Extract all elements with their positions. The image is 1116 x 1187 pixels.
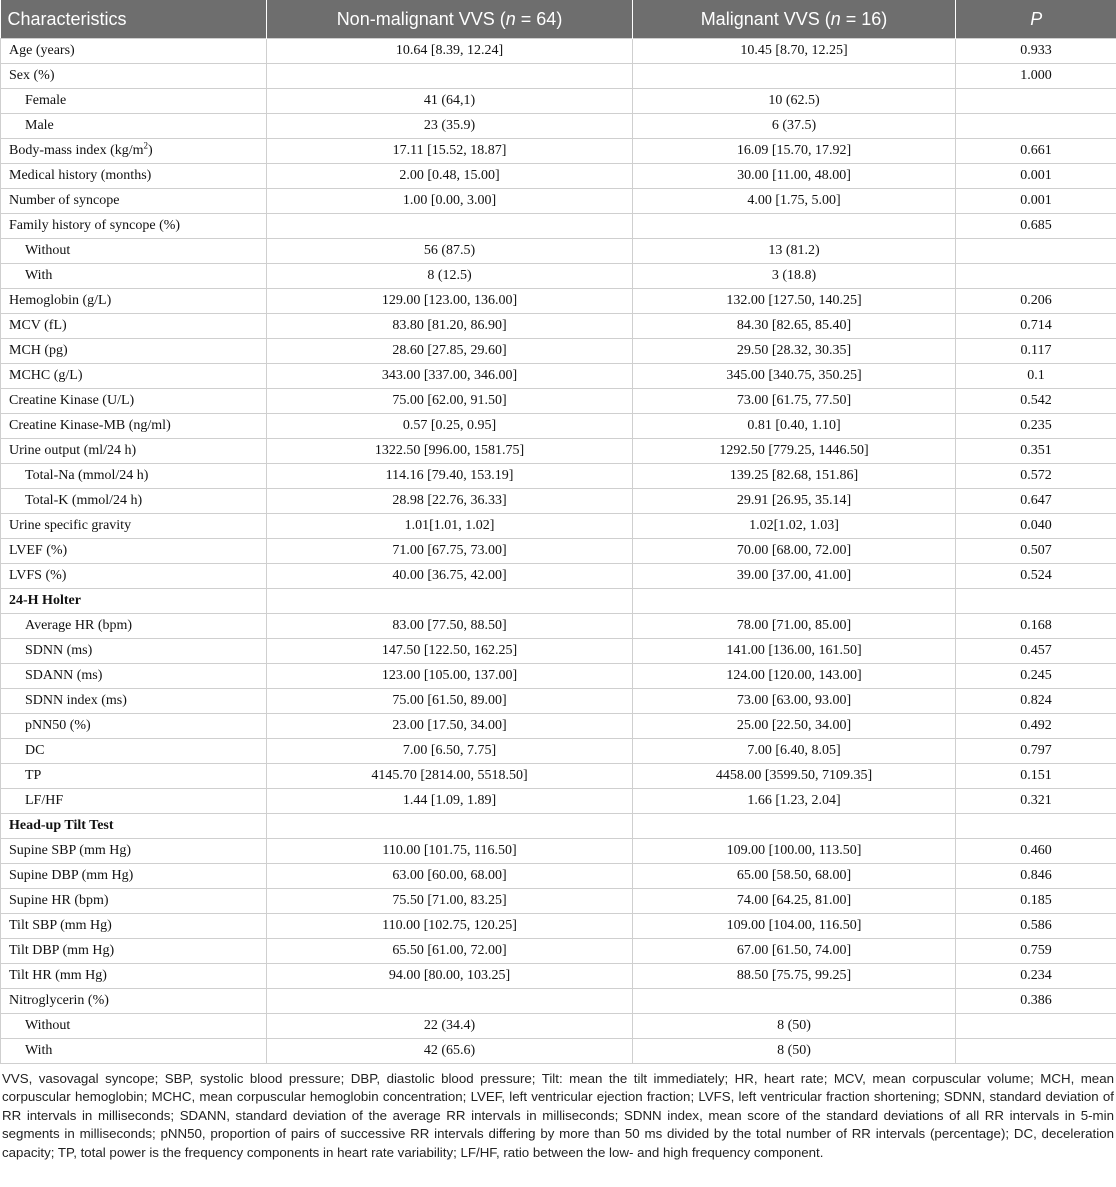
table-row [1,414,1116,439]
malignant-value [633,814,956,839]
p-value: 0.245 [956,664,1116,689]
table-row [1,639,1116,664]
non-malignant-value: 114.16 [79.40, 153.19] [267,464,633,489]
non-malignant-value: 41 (64,1) [267,89,633,114]
row-label: Creatine Kinase-MB (ng/ml) [1,414,267,439]
malignant-value: 30.00 [11.00, 48.00] [633,164,956,189]
row-label: With [1,264,267,289]
table-row [1,714,1116,739]
table-row [1,739,1116,764]
non-malignant-value: 123.00 [105.00, 137.00] [267,664,633,689]
p-value: 0.714 [956,314,1116,339]
malignant-value: 10.45 [8.70, 12.25] [633,39,956,64]
p-value: 0.151 [956,764,1116,789]
malignant-value: 8 (50) [633,1039,956,1064]
non-malignant-value: 75.00 [61.50, 89.00] [267,689,633,714]
malignant-value: 3 (18.8) [633,264,956,289]
malignant-value: 0.81 [0.40, 1.10] [633,414,956,439]
malignant-value: 1.66 [1.23, 2.04] [633,789,956,814]
malignant-value: 8 (50) [633,1014,956,1039]
non-malignant-value: 75.00 [62.00, 91.50] [267,389,633,414]
non-malignant-value: 71.00 [67.75, 73.00] [267,539,633,564]
non-malignant-value: 10.64 [8.39, 12.24] [267,39,633,64]
p-value: 0.351 [956,439,1116,464]
non-malignant-value: 2.00 [0.48, 15.00] [267,164,633,189]
non-malignant-value: 63.00 [60.00, 68.00] [267,864,633,889]
p-value [956,264,1116,289]
malignant-value: 4.00 [1.75, 5.00] [633,189,956,214]
non-malignant-value: 129.00 [123.00, 136.00] [267,289,633,314]
malignant-value: 39.00 [37.00, 41.00] [633,564,956,589]
non-malignant-value: 110.00 [101.75, 116.50] [267,839,633,864]
table-row [1,64,1116,89]
malignant-value: 25.00 [22.50, 34.00] [633,714,956,739]
p-value [956,1014,1116,1039]
non-malignant-value: 83.80 [81.20, 86.90] [267,314,633,339]
p-value [956,89,1116,114]
row-label: Hemoglobin (g/L) [1,289,267,314]
p-value [956,1039,1116,1064]
header-p-value: P [956,0,1116,39]
row-label: SDANN (ms) [1,664,267,689]
row-label: Age (years) [1,39,267,64]
p-value [956,814,1116,839]
table-row [1,864,1116,889]
table-row [1,889,1116,914]
non-malignant-value: 75.50 [71.00, 83.25] [267,889,633,914]
row-label: pNN50 (%) [1,714,267,739]
section-heading: 24-H Holter [1,589,267,614]
malignant-value: 132.00 [127.50, 140.25] [633,289,956,314]
malignant-value [633,214,956,239]
p-value: 0.507 [956,539,1116,564]
malignant-value: 74.00 [64.25, 81.00] [633,889,956,914]
malignant-value: 78.00 [71.00, 85.00] [633,614,956,639]
malignant-value: 139.25 [82.68, 151.86] [633,464,956,489]
p-value: 0.542 [956,389,1116,414]
table-row [1,539,1116,564]
row-label: Average HR (bpm) [1,614,267,639]
p-value: 0.824 [956,689,1116,714]
p-value: 0.685 [956,214,1116,239]
malignant-value: 7.00 [6.40, 8.05] [633,739,956,764]
p-value: 0.460 [956,839,1116,864]
p-value: 0.117 [956,339,1116,364]
table-row [1,489,1116,514]
malignant-value: 109.00 [104.00, 116.50] [633,914,956,939]
p-value: 0.040 [956,514,1116,539]
table-row [1,964,1116,989]
table-row [1,339,1116,364]
table-row [1,164,1116,189]
p-value: 0.759 [956,939,1116,964]
table-row [1,614,1116,639]
header-malignant: Malignant VVS (n = 16) [633,0,956,39]
non-malignant-value: 65.50 [61.00, 72.00] [267,939,633,964]
row-label: TP [1,764,267,789]
malignant-value: 124.00 [120.00, 143.00] [633,664,956,689]
malignant-value: 29.91 [26.95, 35.14] [633,489,956,514]
p-value: 0.386 [956,989,1116,1014]
row-label: Body-mass index $(kg/m^2)$ [1,139,267,164]
table-row [1,839,1116,864]
table-row [1,439,1116,464]
p-value: 0.168 [956,614,1116,639]
p-value: 0.321 [956,789,1116,814]
non-malignant-value: 1.01[1.01, 1.02] [267,514,633,539]
row-label: MCV (fL) [1,314,267,339]
non-malignant-value: 0.57 [0.25, 0.95] [267,414,633,439]
row-label: SDNN index (ms) [1,689,267,714]
table-footnote: VVS, vasovagal syncope; SBP, systolic blood pressure; DBP, diastolic blood pressure; Tilt: mean the tilt immediately; HR, heart rate; MCV, mean corpuscular volume; MCH, mean corpuscular hemoglobin; MCHC, mean corpuscular hemoglobin concentration; LVEF, left ventricular ejection fraction; LVFS, left ventricular fraction shortening; SDNN, standard deviation of RR intervals in milliseconds; SDANN, standard deviation of the average RR intervals in milliseconds; SDNN index, mean score of the standard deviations of all RR intervals in 5-min segments in milliseconds; pNN50, proportion of pairs of successive RR intervals differing by more than 50 ms divided by the total number of RR intervals (percentage); DC, deceleration capacity; TP, total power is the frequency components in heart rate variability; LF/HF, ratio between the low- and high frequency component. [2,1071,1114,1160]
row-label: Medical history (months) [1,164,267,189]
malignant-value: 345.00 [340.75, 350.25] [633,364,956,389]
malignant-value [633,589,956,614]
row-label: MCHC (g/L) [1,364,267,389]
table-row [1,939,1116,964]
non-malignant-value: 17.11 [15.52, 18.87] [267,139,633,164]
row-label: Without [1,1014,267,1039]
table-row [1,789,1116,814]
non-malignant-value: 42 (65.6) [267,1039,633,1064]
table-body [1,39,1116,1064]
non-malignant-value [267,989,633,1014]
malignant-value: 84.30 [82.65, 85.40] [633,314,956,339]
non-malignant-value: 56 (87.5) [267,239,633,264]
row-label: With [1,1039,267,1064]
table-row [1,689,1116,714]
table-row [1,564,1116,589]
non-malignant-value: 23.00 [17.50, 34.00] [267,714,633,739]
non-malignant-value: 110.00 [102.75, 120.25] [267,914,633,939]
table-row [1,514,1116,539]
malignant-value: 29.50 [28.32, 30.35] [633,339,956,364]
table-row [1,314,1116,339]
table-row [1,814,1116,839]
row-label: Supine DBP (mm Hg) [1,864,267,889]
table-row [1,464,1116,489]
row-label: Tilt HR (mm Hg) [1,964,267,989]
table-row [1,389,1116,414]
table-row [1,239,1116,264]
table-row [1,189,1116,214]
table-row [1,114,1116,139]
non-malignant-value: 4145.70 [2814.00, 5518.50] [267,764,633,789]
malignant-value: 1292.50 [779.25, 1446.50] [633,439,956,464]
non-malignant-value: 343.00 [337.00, 346.00] [267,364,633,389]
row-label: Creatine Kinase (U/L) [1,389,267,414]
table-header-row [1,0,1116,39]
p-value: 0.457 [956,639,1116,664]
table-row [1,764,1116,789]
table-row [1,914,1116,939]
p-value [956,239,1116,264]
malignant-value: 67.00 [61.50, 74.00] [633,939,956,964]
header-characteristics: Characteristics [1,0,267,39]
p-value: 0.661 [956,139,1116,164]
non-malignant-value: 1322.50 [996.00, 1581.75] [267,439,633,464]
row-label: Tilt DBP (mm Hg) [1,939,267,964]
p-value: 0.001 [956,164,1116,189]
p-value: 0.206 [956,289,1116,314]
row-label: Family history of syncope (%) [1,214,267,239]
row-label: Nitroglycerin (%) [1,989,267,1014]
non-malignant-value: 8 (12.5) [267,264,633,289]
p-value: 0.846 [956,864,1116,889]
table-row [1,1039,1116,1064]
malignant-value: 1.02[1.02, 1.03] [633,514,956,539]
malignant-value: 6 (37.5) [633,114,956,139]
table-row [1,139,1116,164]
section-heading: Head-up Tilt Test [1,814,267,839]
malignant-value: 73.00 [61.75, 77.50] [633,389,956,414]
row-label: Sex (%) [1,64,267,89]
malignant-value: 13 (81.2) [633,239,956,264]
non-malignant-value: 147.50 [122.50, 162.25] [267,639,633,664]
non-malignant-value [267,64,633,89]
row-label: Total-Na (mmol/24 h) [1,464,267,489]
p-value [956,114,1116,139]
row-label: Supine HR (bpm) [1,889,267,914]
table-row [1,289,1116,314]
malignant-value: 109.00 [100.00, 113.50] [633,839,956,864]
non-malignant-value: 94.00 [80.00, 103.25] [267,964,633,989]
table-row [1,89,1116,114]
p-value: 0.572 [956,464,1116,489]
row-label: Number of syncope [1,189,267,214]
non-malignant-value: 23 (35.9) [267,114,633,139]
table-row [1,364,1116,389]
table-row [1,664,1116,689]
table-row [1,589,1116,614]
malignant-value: 70.00 [68.00, 72.00] [633,539,956,564]
non-malignant-value [267,214,633,239]
p-value: 0.524 [956,564,1116,589]
row-label: LVFS (%) [1,564,267,589]
row-label: Female [1,89,267,114]
non-malignant-value [267,814,633,839]
p-value: 0.234 [956,964,1116,989]
malignant-value: 65.00 [58.50, 68.00] [633,864,956,889]
malignant-value [633,989,956,1014]
malignant-value: 16.09 [15.70, 17.92] [633,139,956,164]
malignant-value: 73.00 [63.00, 93.00] [633,689,956,714]
p-value [956,589,1116,614]
non-malignant-value: 40.00 [36.75, 42.00] [267,564,633,589]
p-value: 0.647 [956,489,1116,514]
row-label: Tilt SBP (mm Hg) [1,914,267,939]
p-value: 0.933 [956,39,1116,64]
non-malignant-value: 1.00 [0.00, 3.00] [267,189,633,214]
header-non-malignant: Non-malignant VVS (n = 64) [267,0,633,39]
row-label: Without [1,239,267,264]
p-value: 0.1 [956,364,1116,389]
non-malignant-value: 28.98 [22.76, 36.33] [267,489,633,514]
non-malignant-value: 7.00 [6.50, 7.75] [267,739,633,764]
malignant-value: 141.00 [136.00, 161.50] [633,639,956,664]
non-malignant-value [267,589,633,614]
row-label: MCH (pg) [1,339,267,364]
table-row [1,264,1116,289]
p-value: 0.797 [956,739,1116,764]
p-value: 1.000 [956,64,1116,89]
row-label: Urine specific gravity [1,514,267,539]
non-malignant-value: 1.44 [1.09, 1.89] [267,789,633,814]
malignant-value: 4458.00 [3599.50, 7109.35] [633,764,956,789]
malignant-value: 88.50 [75.75, 99.25] [633,964,956,989]
p-value: 0.185 [956,889,1116,914]
row-label: Supine SBP (mm Hg) [1,839,267,864]
row-label: Male [1,114,267,139]
table-row [1,214,1116,239]
table-row [1,39,1116,64]
row-label: Urine output (ml/24 h) [1,439,267,464]
table-row [1,989,1116,1014]
row-label: LVEF (%) [1,539,267,564]
p-value: 0.492 [956,714,1116,739]
table-row [1,1014,1116,1039]
malignant-value [633,64,956,89]
row-label: Total-K (mmol/24 h) [1,489,267,514]
row-label: DC [1,739,267,764]
p-value: 0.586 [956,914,1116,939]
non-malignant-value: 83.00 [77.50, 88.50] [267,614,633,639]
non-malignant-value: 28.60 [27.85, 29.60] [267,339,633,364]
p-value: 0.001 [956,189,1116,214]
row-label: SDNN (ms) [1,639,267,664]
p-value: 0.235 [956,414,1116,439]
row-label: LF/HF [1,789,267,814]
malignant-value: 10 (62.5) [633,89,956,114]
non-malignant-value: 22 (34.4) [267,1014,633,1039]
